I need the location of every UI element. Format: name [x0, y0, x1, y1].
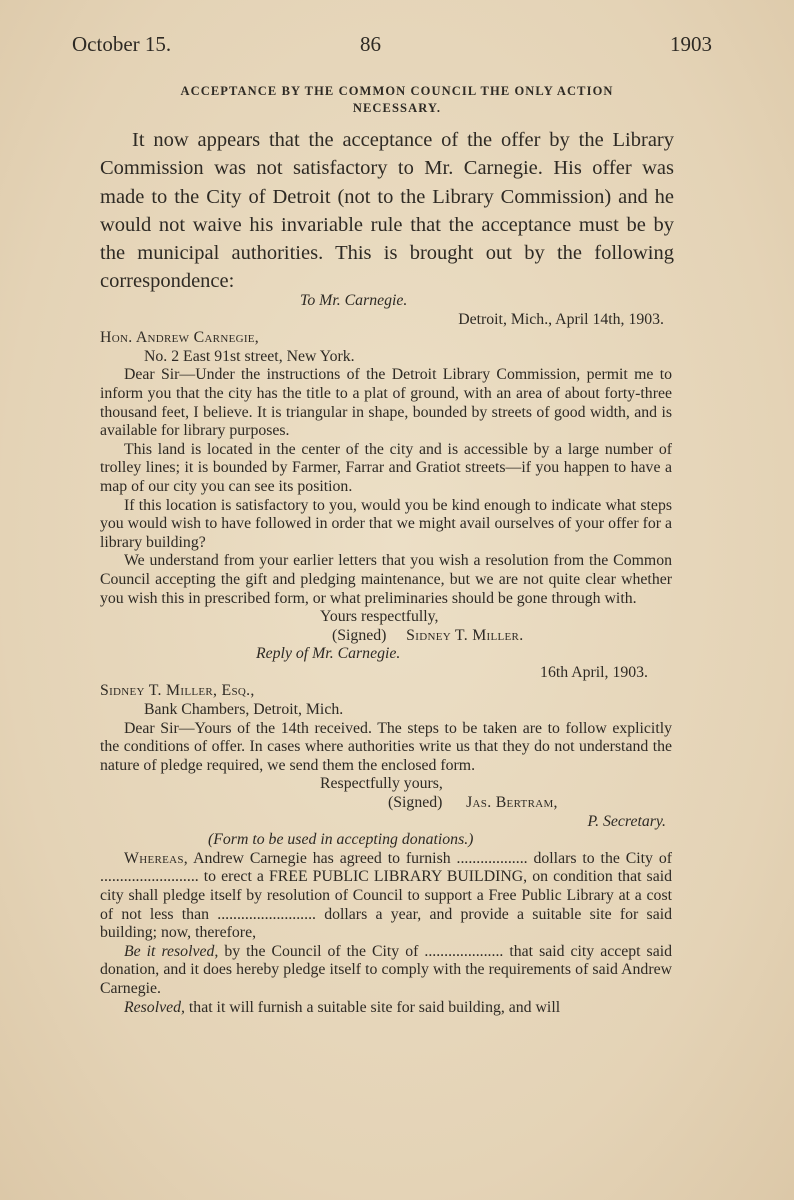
heading-line-1: ACCEPTANCE BY THE COMMON COUNCIL THE ONLY ACTION [180, 84, 614, 98]
letter2-caption: Reply of Mr. Carnegie. [256, 645, 401, 663]
intro-text: It now appears that the acceptance of the offer by the Library Commission was not satisfactory to Mr. Carnegie. His offer was made to the City of Detroit (not to the Library Commission) and he would not waive his invariable rule that the acceptance must be by the municipal authorities. This is brought out by the following correspondence: [100, 129, 674, 293]
letter1-signer: Sidney T. Miller. [406, 626, 524, 644]
form-whereas [100, 850, 672, 943]
page-number: 86 [360, 32, 381, 56]
letter2-address: Bank Chambers, Detroit, Mich. [144, 701, 344, 719]
letter2-para1: Dear Sir—Yours of the 14th received. The steps to be taken are to follow explicitly the conditions of offer. In cases where authorities write us that they do not understand the nature of pledge required, we send them the enclosed form. [100, 719, 672, 774]
form-resolved-1 [100, 943, 672, 999]
letter1-para2: This land is located in the center of the city and is accessible by a large number of trolley lines; it is bounded by Farmer, Farrar and Gratiot streets—if you happen to have a map of our city you can see its position. [100, 440, 672, 495]
letter2-dateline: 16th April, 1903. [540, 663, 648, 681]
form-resolved2-lead: Resolved, [124, 998, 185, 1016]
letter1-para1: Dear Sir—Under the instructions of the Detroit Library Commission, permit me to inform you that the city has the title to a plat of ground, with an area of about forty-three thousand feet, I believe. It is triangular in shape, bounded by streets of good width, and is available for library purposes. [100, 366, 672, 440]
letter1-caption: To Mr. Carnegie. [300, 292, 408, 309]
form-caption: (Form to be used in accepting donations.) [208, 831, 474, 849]
page-header [72, 32, 712, 57]
correspondence [100, 292, 672, 1017]
letter1-closing: Yours respectfully, [320, 608, 439, 626]
letter2-signed: (Signed) [388, 794, 443, 812]
letter2-closing: Respectfully yours, [320, 775, 443, 793]
letter1-signed: (Signed) [332, 626, 387, 644]
form-resolved1-lead: Be it resolved, [124, 942, 219, 960]
form-resolved2-text: that it will furnish a suitable site for said building, and will [188, 998, 561, 1016]
letter1-dateline: Detroit, Mich., April 14th, 1903. [458, 310, 664, 328]
letter1-para4: We understand from your earlier letters that you wish a resolution from the Common Council accepting the gift and pledging maintenance, but we are not quite clear whether you wish this in prescribed form, or what preliminaries should be gone through with. [100, 552, 672, 607]
form-whereas-text: Andrew Carnegie has agreed to furnish .................. dollars to the City of ......................... to erect a FREE PUBLIC LIBRARY BUILDING, on condition that said city shall pledge itself by resolution of Council to support a Free Public Library at a cost of not less than ......................... dollars a year, and provide a suitable site for said building; now, therefore, [100, 849, 673, 942]
form-resolved1-text: by the Council of the City of .................... that said city accept said donation, and it does hereby pledge itself to comply with the requirements of said Andrew Carnegie. [100, 942, 673, 997]
form-resolved-2 [100, 999, 672, 1018]
intro-paragraph [100, 126, 674, 296]
letter2-title: P. Secretary. [587, 812, 666, 830]
header-date: October 15. [72, 32, 172, 56]
letter1-addressee: Hon. Andrew Carnegie, [100, 329, 260, 347]
letter2-addressee: Sidney T. Miller, Esq., [100, 682, 255, 700]
letter1-para3: If this location is satisfactory to you, would you be kind enough to indicate what steps you would wish to have followed in order that we might avail ourselves of your offer for a library building? [100, 496, 672, 551]
section-heading [80, 83, 714, 117]
heading-line-2: NECESSARY. [352, 101, 442, 115]
letter1-address: No. 2 East 91st street, New York. [144, 347, 355, 365]
form-whereas-lead: Whereas, [124, 849, 189, 867]
header-year: 1903 [670, 32, 712, 56]
letter2-signer: Jas. Bertram, [466, 794, 558, 812]
